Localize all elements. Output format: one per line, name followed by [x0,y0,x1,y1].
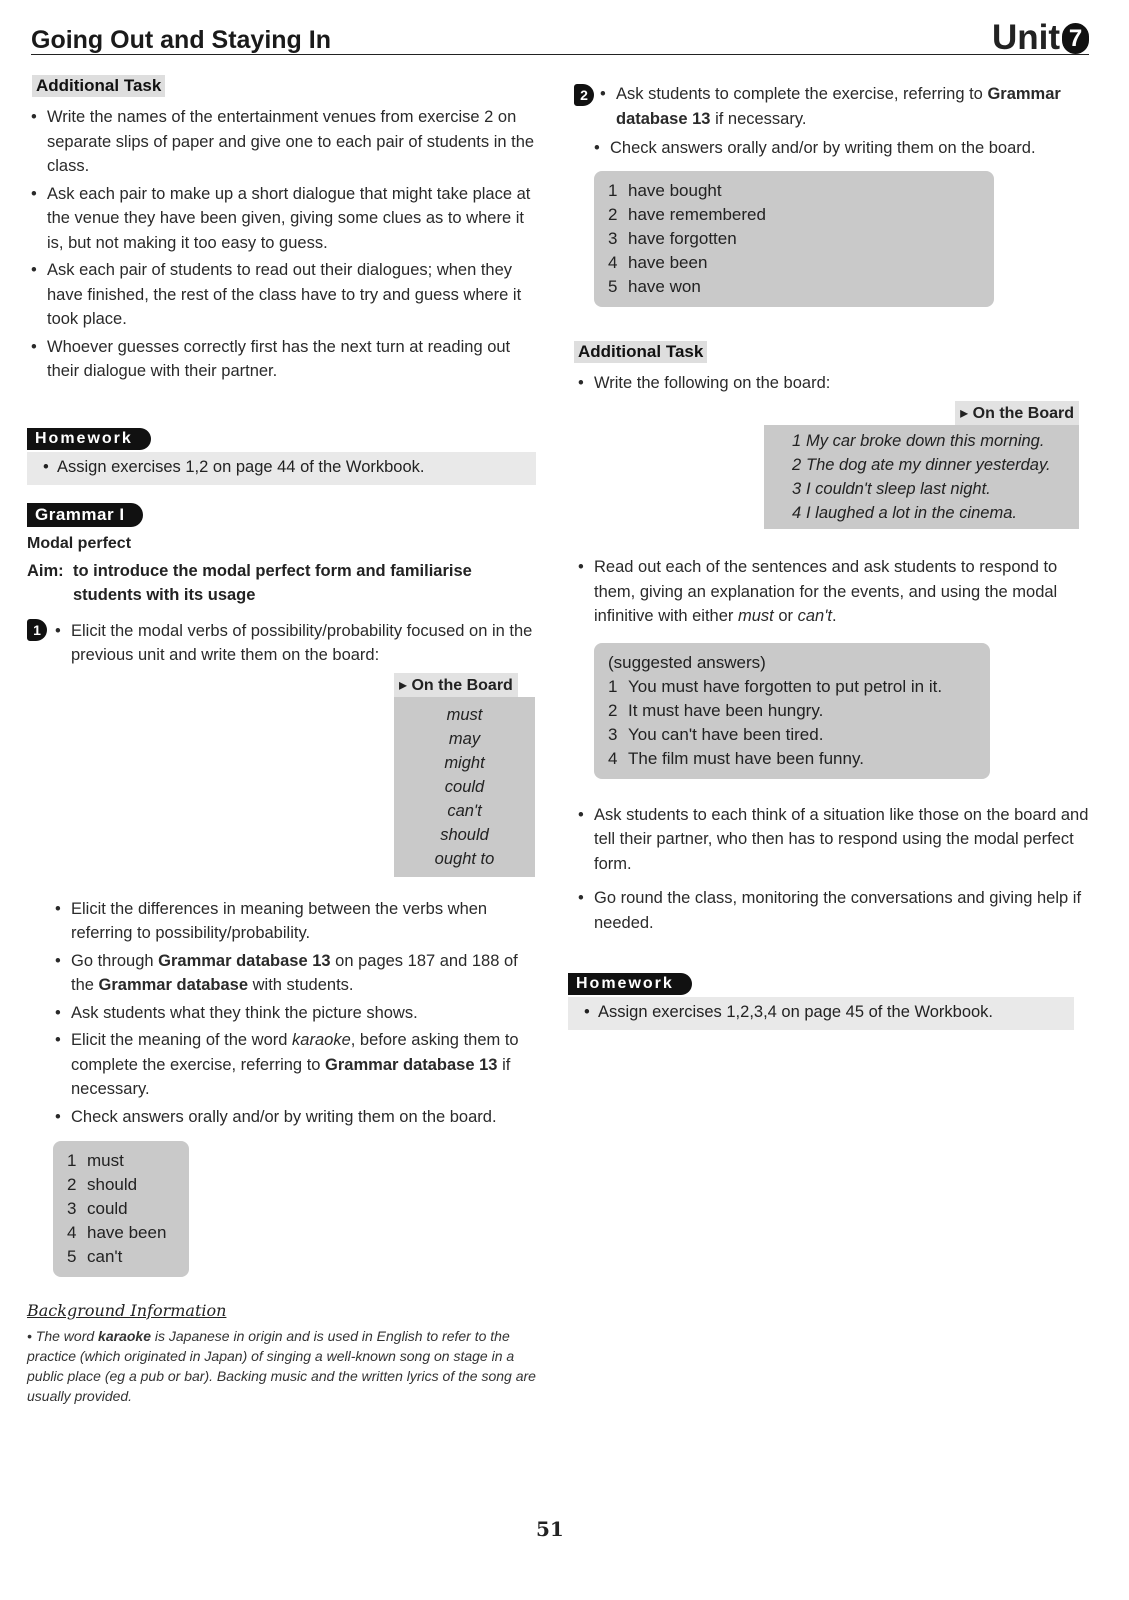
text-bold: karaoke [98,1328,151,1344]
board-word: ought to [434,849,495,868]
background-text: • The word karaoke is Japanese in origin and is used in English to refer to the practice (which originated in Japan) of singing a well-known song on stage in a public place (eg a pub or bar). Backing music and the written lyrics of the song are usually provided. [27,1328,536,1404]
text: Go through [71,951,159,970]
list-item: • Check answers orally and/or by writing them on the board. [590,136,1094,161]
answer-num: 4 [67,1223,77,1242]
answer-row [67,1245,175,1269]
answer-text: have won [628,276,701,296]
answer-box-exercise-2 [594,171,994,307]
text-bold: Grammar database [98,976,249,994]
board-sentence [792,501,1069,525]
page-number: 51 [536,1517,564,1541]
sentence-text: I laughed a lot in the cinema. [806,504,1017,522]
exercise-2-list [596,82,1094,134]
list-item [51,1028,542,1102]
sentence-text: I couldn't sleep last night. [806,480,991,498]
left-column [27,75,542,1406]
text: The word [35,1328,99,1344]
homework-text: Assign exercises 1,2 on page 44 of the Workbook. [57,457,425,476]
answer-row [608,275,980,299]
answer-num: 4 [608,748,618,768]
answer-num: 2 [608,700,618,720]
answer-num: 5 [67,1247,77,1266]
answer-num: 5 [608,276,618,296]
board-word: could [444,777,485,796]
board-header [955,401,1079,425]
board-word: can't [447,801,482,820]
answer-text: You must have forgotten to put petrol in it. [628,676,943,696]
write-list [574,371,1094,396]
list-item: • Ask students to each think of a situation like those on the board and tell their partner, who then has to respond using the modal perfect form. [574,803,1094,877]
exercise-1-list [51,619,542,671]
homework-badge: Homework [27,428,151,450]
answer-row [608,747,976,771]
unit-label [992,18,1089,58]
list-item [574,555,1094,629]
answer-num: 1 [608,676,618,696]
board-header [394,673,518,697]
answer-num: 1 [67,1151,77,1170]
sentence-text: The dog ate my dinner yesterday. [806,456,1051,474]
text: with students. [248,976,354,994]
page-title: Going Out and Staying In [31,26,331,54]
answer-row [67,1173,175,1197]
suggested-answers-box [594,643,990,779]
list-item: • Go round the class, monitoring the conversations and giving help if needed. [574,886,1094,935]
text: or [773,607,798,625]
list-item [596,82,1094,131]
exercise-2-badge: 2 [574,84,594,106]
answer-num: 2 [67,1175,77,1194]
grammar-subtitle: Modal perfect [27,534,132,552]
on-the-board-sentences [764,401,1079,529]
answer-num: 4 [608,252,618,272]
board-box [394,697,535,877]
board-label: On the Board [411,676,513,694]
answer-num: 1 [608,180,618,200]
text: if necessary. [71,1055,511,1098]
board-sentence [792,453,1069,477]
answer-num: 3 [608,228,618,248]
answer-row [67,1221,175,1245]
answer-num: 3 [608,724,618,744]
grammar-badge: Grammar I [27,503,143,527]
answer-row [608,251,980,275]
sentence-text: My car broke down this morning. [806,432,1045,450]
aim-label: Aim: [27,561,64,580]
answer-text: can't [87,1247,123,1266]
board-sentence [792,477,1069,501]
play-triangle-icon: ▸ [960,405,969,422]
exercise-2 [574,82,1094,134]
answer-row [608,227,980,251]
text-bold: Grammar database 13 [325,1055,498,1074]
sentence-num: 2 [792,456,802,474]
answer-row [608,723,976,747]
answer-row [67,1149,175,1173]
answer-row [67,1197,175,1221]
background-title: Background Information [27,1301,227,1320]
play-triangle-icon: ▸ [399,676,408,694]
additional-task-list [27,105,542,384]
answer-text: have forgotten [628,228,737,248]
sentence-num: 3 [792,480,802,498]
answer-num: 2 [608,204,618,224]
right-column [574,82,1094,1030]
answer-text: have been [87,1223,167,1242]
list-item: • Elicit the differences in meaning between the verbs when referring to possibility/probability. [51,897,542,946]
text: on pages 187 and 188 of the [71,951,518,994]
board-label: On the Board [972,405,1074,422]
sentence-num: 4 [792,504,802,522]
answer-text: The film must have been funny. [628,748,864,768]
answer-text: have remembered [628,204,766,224]
homework-box-right [568,997,1074,1030]
exercise-2-check-list [590,136,1094,161]
answer-text: should [87,1175,138,1194]
text: . [831,607,837,625]
header-rule [31,54,1089,55]
on-the-board-modals [394,673,535,877]
text-italic: must [737,607,774,625]
list-item: • Ask each pair to make up a short dialogue that might take place at the venue they have been given, giving some clues as to where it is, but not making it too easy to guess. [27,182,542,256]
answer-text: could [87,1199,128,1218]
homework-box [27,452,536,485]
answer-text: It must have been hungry. [628,700,824,720]
answer-row [608,203,980,227]
additional-task-label-right: Additional Task [574,341,707,363]
answer-row [608,675,976,699]
answer-text: You can't have been tired. [628,724,824,744]
answer-text: must [87,1151,124,1170]
list-item [51,949,542,998]
sentence-num: 1 [792,432,802,450]
list-item: • Elicit the modal verbs of possibility/probability focused on in the previous unit and write them on the board: [51,619,542,668]
closing-list [574,803,1094,936]
text-bold: Grammar database 13 [158,951,331,970]
unit-text: Unit [991,18,1060,57]
text: , before asking them to complete the exercise, referring to [71,1031,519,1074]
text: Ask students to complete the exercise, referring to [616,85,988,103]
answer-row [608,179,980,203]
list-item: • Ask each pair of students to read out their dialogues; when they have finished, the rest of the class have to try and guess where it took place. [27,258,542,332]
aim-text: to introduce the modal perfect form and familiarise students with its usage [73,561,472,604]
list-item: • Whoever guesses correctly first has the next turn at reading out their dialogue with their partner. [27,335,542,384]
answer-text: have bought [628,180,722,200]
read-list [574,555,1094,629]
homework-badge-right: Homework [568,973,692,995]
text: Read out each of the sentences and ask students to respond to them, giving an explanation for the events, and using the modal infinitive with either [594,558,1058,625]
suggested-label: (suggested answers) [608,652,766,672]
unit-number-badge: 7 [1062,23,1089,54]
grammar-aim [27,559,542,607]
text: is Japanese in origin and is used in English to refer to the practice (which originated in Japan) of singing a well-known song on stage in a public place (eg a pub or bar). Backing music and the written lyrics of the song are usually provided. [27,1328,536,1404]
board-sentence [792,429,1069,453]
list-item: • Ask students what they think the picture shows. [51,1001,542,1026]
board-word: may [448,729,481,748]
grammar-list [51,897,542,1130]
board-word: should [440,825,489,844]
text: if necessary. [710,109,807,128]
additional-task-label: Additional Task [32,75,165,97]
exercise-1 [27,619,542,671]
list-item: • Write the following on the board: [574,371,1094,396]
text-italic: karaoke [292,1031,351,1049]
answer-num: 3 [67,1199,77,1218]
answer-text: have been [628,252,708,272]
answer-row [608,699,976,723]
exercise-1-badge: 1 [27,619,47,641]
text: Elicit the meaning of the word [71,1031,293,1049]
answer-box-grammar [53,1141,189,1277]
list-item: • Write the names of the entertainment venues from exercise 2 on separate slips of paper and give one to each pair of students in the class. [27,105,542,179]
board-box [764,425,1079,529]
list-item: • Check answers orally and/or by writing them on the board. [51,1105,542,1130]
homework-text: Assign exercises 1,2,3,4 on page 45 of the Workbook. [598,1003,994,1021]
text-bold: Grammar database 13 [616,85,1061,128]
board-word: must [446,705,483,724]
text-italic: can't [797,607,832,625]
background-information [27,1301,542,1406]
board-word: might [444,753,485,772]
